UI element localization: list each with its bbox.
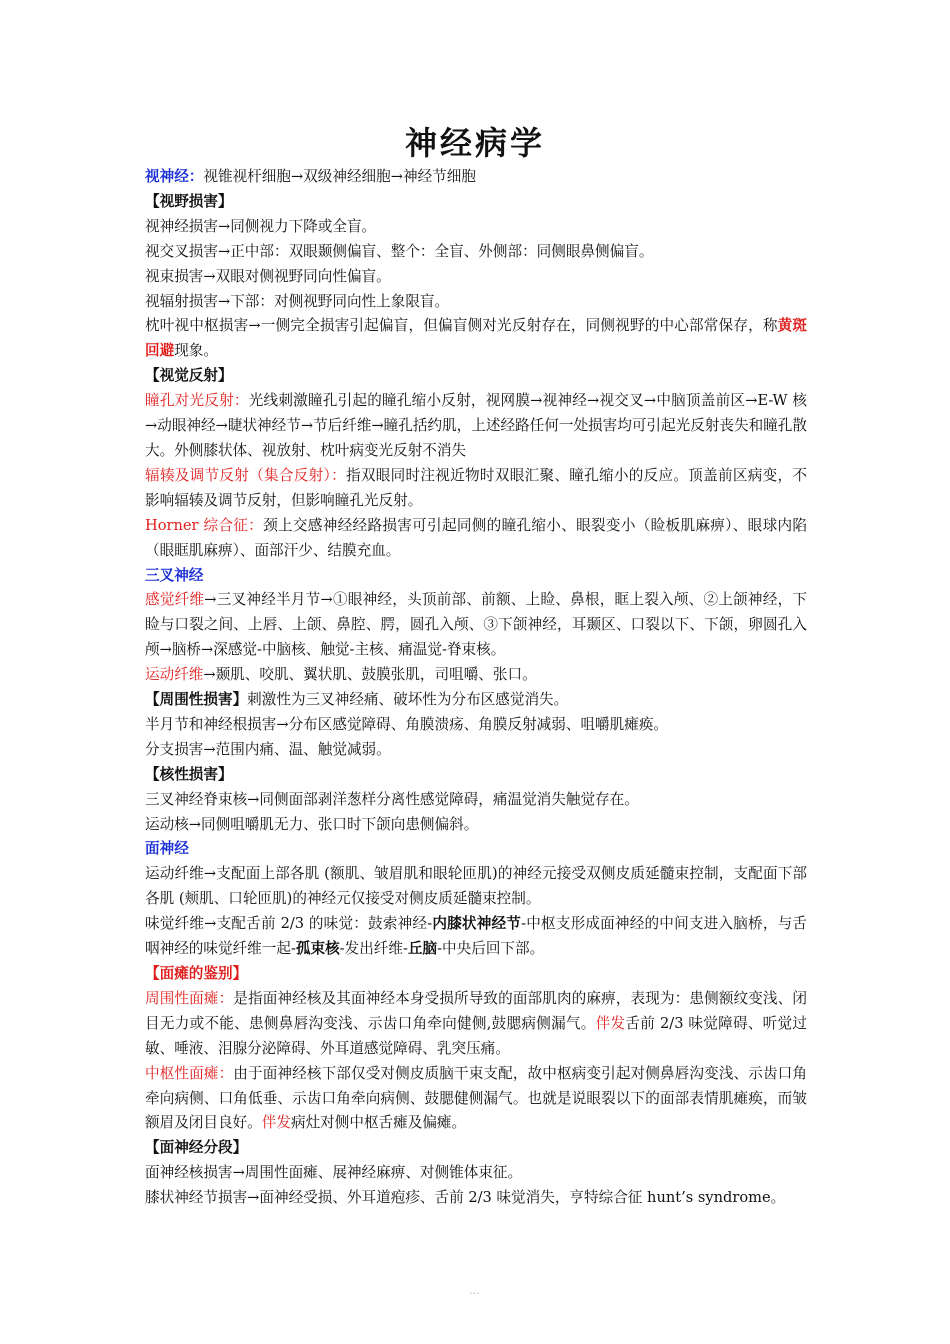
paragraph bbox=[145, 564, 807, 589]
text-run: 半月节和神经根损害→分布区感觉障碍、角膜溃疡、角膜反射减弱、咀嚼肌瘫痪。 bbox=[145, 715, 669, 733]
highlight-term: 黄斑回避 bbox=[145, 317, 807, 360]
paragraph bbox=[145, 1161, 807, 1186]
text-run: 味觉纤维→支配舌前 2/3 的味觉：鼓索神经- bbox=[145, 915, 433, 933]
paragraph bbox=[145, 663, 807, 688]
paragraph bbox=[145, 165, 807, 190]
text-run: 颈上交感神经经路损害可引起同侧的瞳孔缩小、眼裂变小（睑板肌麻痹）、眼球内陷（眼眶肌麻痹）、面部汗少、结膜充血。 bbox=[145, 516, 807, 559]
paragraph bbox=[145, 1136, 807, 1161]
paragraph bbox=[145, 464, 807, 514]
paragraph bbox=[145, 190, 807, 215]
paragraph bbox=[145, 588, 807, 663]
text-run: 舌前 2/3 味觉障碍、听觉过敏、唾液、泪腺分泌障碍、外耳道感觉障碍、乳突压痛。 bbox=[145, 1014, 807, 1057]
paragraph bbox=[145, 1062, 807, 1137]
paragraph bbox=[145, 813, 807, 838]
paragraph bbox=[145, 788, 807, 813]
paragraph bbox=[145, 862, 807, 912]
bold-term: 【核性损害】 bbox=[145, 765, 233, 783]
text-run: 病灶对侧中枢舌瘫及偏瘫。 bbox=[290, 1114, 467, 1132]
document-body bbox=[145, 165, 807, 1211]
bold-term: 内膝状神经节 bbox=[432, 915, 522, 933]
paragraph bbox=[145, 837, 807, 862]
paragraph bbox=[145, 364, 807, 389]
text-run: 光线刺激瞳孔引起的瞳孔缩小反射，视网膜→视神经→视交叉→中脑顶盖前区→E-W 核→动眼神经→睫状神经节→节后纤维→瞳孔括约肌，上述经路任何一处损害均可引起光反射丧失和瞳孔散大。外侧膝状体、视放射、枕叶病变光反射不消失 bbox=[145, 392, 807, 459]
paragraph bbox=[145, 962, 807, 987]
paragraph bbox=[145, 389, 807, 464]
bold-term: 【视觉反射】 bbox=[145, 367, 233, 385]
paragraph bbox=[145, 514, 807, 564]
text-run: 刺激性为三叉神经痛、破坏性为分布区感觉消失。 bbox=[247, 691, 569, 709]
text-run: -中央后回下部。 bbox=[437, 940, 545, 958]
term-label: 伴发 bbox=[595, 1014, 626, 1032]
term-label: 瞳孔对光反射： bbox=[145, 392, 249, 410]
highlight-term: 【面瘫的鉴别】 bbox=[145, 965, 248, 982]
text-run: 面神经核损害→周围性面瘫、展神经麻痹、对侧锥体束征。 bbox=[145, 1164, 523, 1182]
bold-term: 【面神经分段】 bbox=[145, 1139, 248, 1157]
section-heading: 三叉神经 bbox=[145, 566, 204, 584]
term-label: 伴发 bbox=[261, 1114, 291, 1132]
term-label: Horner 综合征： bbox=[145, 516, 264, 534]
paragraph bbox=[145, 215, 807, 240]
text-run: 视交叉损害→正中部：双眼颞侧偏盲、整个：全盲、外侧部：同侧眼鼻侧偏盲。 bbox=[145, 242, 654, 260]
bold-term: 【视野损害】 bbox=[145, 192, 233, 210]
text-run: →颞肌、咬肌、翼状肌、鼓膜张肌，司咀嚼、张口。 bbox=[203, 666, 537, 684]
paragraph bbox=[145, 713, 807, 738]
text-run: 现象。 bbox=[174, 342, 218, 360]
term-label: 周围性面瘫： bbox=[145, 989, 234, 1007]
text-run: 由于面神经核下部仅受对侧皮质脑干束支配，故中枢病变引起对侧鼻唇沟变浅、示齿口角牵向病侧、口角低垂、示齿口角牵向病侧、鼓腮健侧漏气。也就是说眼裂以下的面部表情肌瘫痪，而皱额眉及闭目良好。 bbox=[145, 1064, 807, 1132]
text-run: 运动核→同侧咀嚼肌无力、张口时下颌向患侧偏斜。 bbox=[145, 815, 479, 833]
section-heading: 视神经： bbox=[145, 168, 204, 185]
paragraph bbox=[145, 240, 807, 265]
page-title: 神经病学 bbox=[404, 124, 545, 162]
text-run: -发出纤维- bbox=[339, 940, 408, 958]
paragraph bbox=[145, 290, 807, 315]
paragraph bbox=[145, 987, 807, 1062]
bold-term: 丘脑 bbox=[407, 940, 438, 958]
paragraph bbox=[145, 688, 807, 713]
paragraph bbox=[145, 314, 807, 364]
paragraph bbox=[145, 265, 807, 290]
paragraph bbox=[145, 912, 807, 962]
text-run: -中枢支形成面神经的中间支进入脑桥，与舌咽神经的味觉纤维一起- bbox=[145, 915, 807, 958]
text-run: 是指面神经核及其面神经本身受损所导致的面部肌肉的麻痹，表现为：患侧额纹变浅、闭目无力或不能、患侧鼻唇沟变浅、示齿口角牵向健侧,鼓腮病侧漏气。 bbox=[145, 989, 807, 1032]
text-run: 分支损害→范围内痛、温、触觉减弱。 bbox=[145, 740, 391, 758]
bold-term: 【周围性损害】 bbox=[145, 691, 248, 709]
paragraph bbox=[145, 738, 807, 763]
text-run: 膝状神经节损害→面神经受损、外耳道疱疹、舌前 2/3 味觉消失，亨特综合征 hunt’s syndrome。 bbox=[145, 1189, 786, 1207]
term-label: 中枢性面瘫： bbox=[145, 1064, 234, 1082]
text-run: 视锥视杆细胞→双级神经细胞→神经节细胞 bbox=[203, 168, 476, 185]
paragraph bbox=[145, 763, 807, 788]
section-heading: 面神经 bbox=[145, 840, 189, 858]
text-run: 视束损害→双眼对侧视野同向性偏盲。 bbox=[145, 267, 391, 285]
term-label: 感觉纤维 bbox=[145, 591, 205, 609]
text-run: 视辐射损害→下部：对侧视野同向性上象限盲。 bbox=[145, 292, 450, 310]
paragraph bbox=[145, 1186, 807, 1211]
text-run: 三叉神经脊束核→同侧面部剥洋葱样分离性感觉障碍，痛温觉消失触觉存在。 bbox=[145, 790, 639, 808]
bold-term: 孤束核 bbox=[295, 940, 340, 958]
term-label: 辐辏及调节反射（集合反射）： bbox=[145, 466, 347, 484]
text-run: →三叉神经半月节→①眼神经，头顶前部、前额、上睑、鼻根，眶上裂入颅、②上颌神经，下睑与口裂之间、上唇、上颌、鼻腔、腭，圆孔入颅、③下颌神经，耳颞区、口裂以下、下颌，卵圆孔入颅→脑桥→深感觉-中脑核、触觉-主核、痛温觉-脊束核。 bbox=[145, 591, 807, 659]
text-run: 视神经损害→同侧视力下降或全盲。 bbox=[145, 217, 377, 235]
term-label: 运动纤维 bbox=[145, 666, 204, 684]
text-run: 枕叶视中枢损害→一侧完全损害引起偏盲，但偏盲侧对光反射存在，同侧视野的中心部常保存，称 bbox=[145, 317, 778, 335]
text-run: 运动纤维→支配面上部各肌 (额肌、皱眉肌和眼轮匝肌)的神经元接受双侧皮质延髓束控制，支配面下部各肌 (颊肌、口轮匝肌)的神经元仅接受对侧皮质延髓束控制。 bbox=[145, 865, 807, 908]
page-footer: … bbox=[469, 1284, 481, 1297]
text-run: 指双眼同时注视近物时双眼汇聚、瞳孔缩小的反应。顶盖前区病变，不影响辐辏及调节反射，但影响瞳孔光反射。 bbox=[145, 466, 807, 509]
